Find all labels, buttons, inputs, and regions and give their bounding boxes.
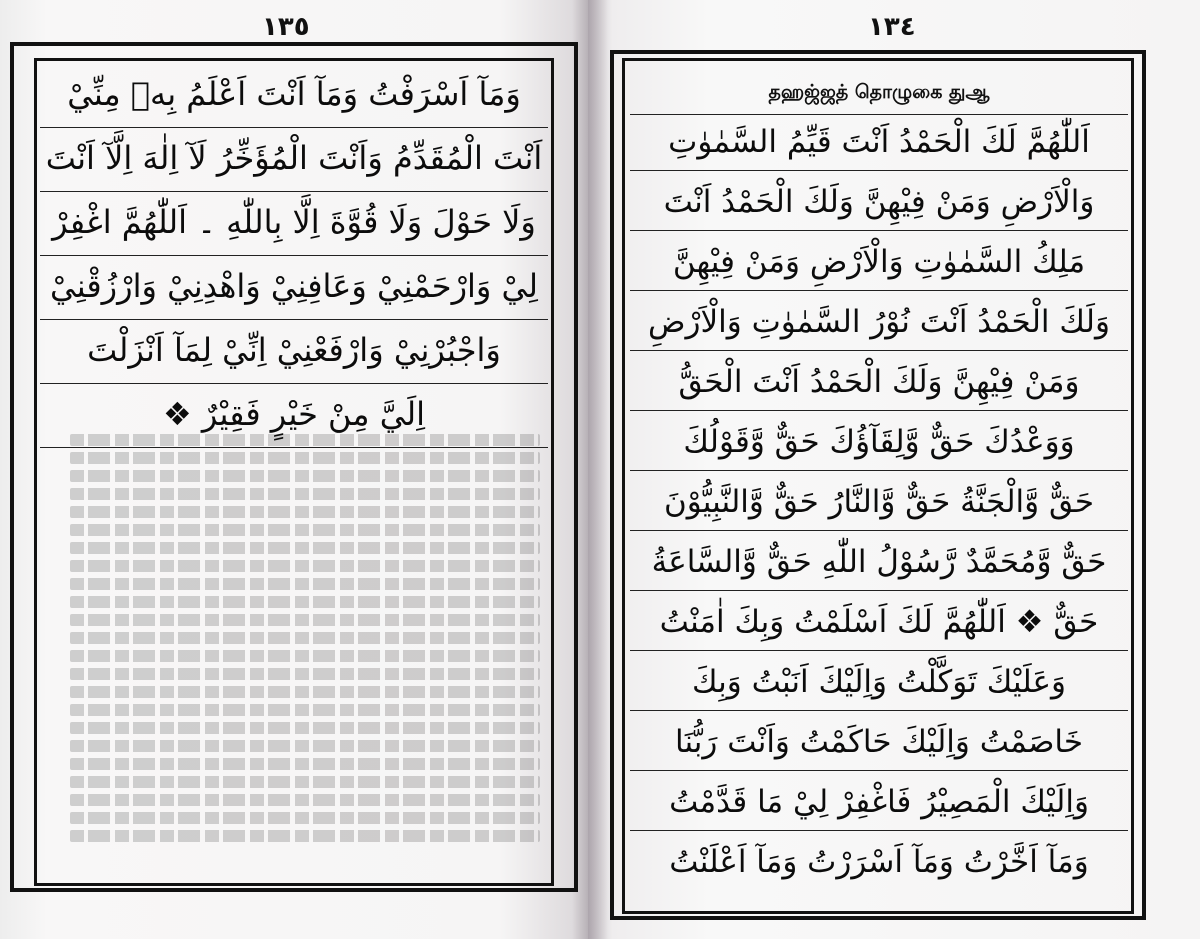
right-line-7: حَقٌّ وَّالْجَنَّةُ حَقٌّ وَّالنَّارُ حَقٌّ وَّالنَّبِيُّوْنَ — [630, 476, 1128, 531]
right-line-1: اَللّٰهُمَّ لَكَ الْحَمْدُ اَنْتَ قَيِّمُ السَّمٰوٰتِ — [630, 116, 1128, 171]
right-line-9: حَقٌّ ❖ اَللّٰهُمَّ لَكَ اَسْلَمْتُ وَبِكَ اٰمَنْتُ — [630, 596, 1128, 651]
right-line-13: وَمَآ اَخَّرْتُ وَمَآ اَسْرَرْتُ وَمَآ اَعْلَنْتُ — [669, 844, 1089, 880]
left-line-5: وَاجْبُرْنِيْ وَارْفَعْنِيْ اِنِّيْ لِمَآ اَنْزَلْتَ — [40, 320, 548, 384]
left-line-3: وَلَا حَوْلَ وَلَا قُوَّةَ اِلَّا بِاللّٰهِ ۔ اَللّٰهُمَّ اغْفِرْ — [40, 192, 548, 256]
right-page-number: ١٣٤ — [868, 12, 916, 42]
right-line-2: وَالْاَرْضِ وَمَنْ فِيْهِنَّ وَلَكَ الْحَمْدُ اَنْتَ — [630, 176, 1128, 231]
right-line-5: وَمَنْ فِيْهِنَّ وَلَكَ الْحَمْدُ اَنْتَ الْحَقُّ — [630, 356, 1128, 411]
right-line-6: وَوَعْدُكَ حَقٌّ وَّلِقَآؤُكَ حَقٌّ وَّقَوْلُكَ — [630, 416, 1128, 471]
right-line-4: وَلَكَ الْحَمْدُ اَنْتَ نُوْرُ السَّمٰوٰتِ وَالْاَرْضِ — [630, 296, 1128, 351]
left-line-4: لِيْ وَارْحَمْنِيْ وَعَافِنِيْ وَاهْدِنِيْ وَارْزُقْنِيْ — [40, 256, 548, 320]
bleed-through-text — [70, 428, 540, 868]
right-line-12: وَاِلَيْكَ الْمَصِيْرُ فَاغْفِرْ لِيْ مَا قَدَّمْتُ — [630, 776, 1128, 831]
left-page-number: ١٣٥ — [262, 12, 310, 42]
page-title: தஹஜ்ஜத் தொழுகை துஆ — [630, 70, 1128, 115]
left-line-6: اِلَيَّ مِنْ خَيْرٍ فَقِيْرٌ ❖ — [40, 384, 548, 448]
right-line-3: مَلِكُ السَّمٰوٰتِ وَالْاَرْضِ وَمَنْ فِيْهِنَّ — [630, 236, 1128, 291]
right-line-8: حَقٌّ وَّمُحَمَّدٌ رَّسُوْلُ اللّٰهِ حَقٌّ وَّالسَّاعَةُ — [630, 536, 1128, 591]
left-line-1: وَمَآ اَسْرَفْتُ وَمَآ اَنْتَ اَعْلَمُ بِهٖ مِنِّيْ — [40, 64, 548, 128]
right-line-10: وَعَلَيْكَ تَوَكَّلْتُ وَاِلَيْكَ اَنَبْتُ وَبِكَ — [630, 656, 1128, 711]
left-line-2: اَنْتَ الْمُقَدِّمُ وَاَنْتَ الْمُؤَخِّرُ لَآ اِلٰهَ اِلَّآ اَنْتَ — [40, 128, 548, 192]
right-line-11: خَاصَمْتُ وَاِلَيْكَ حَاكَمْتُ وَاَنْتَ رَبُّنَا — [630, 716, 1128, 771]
